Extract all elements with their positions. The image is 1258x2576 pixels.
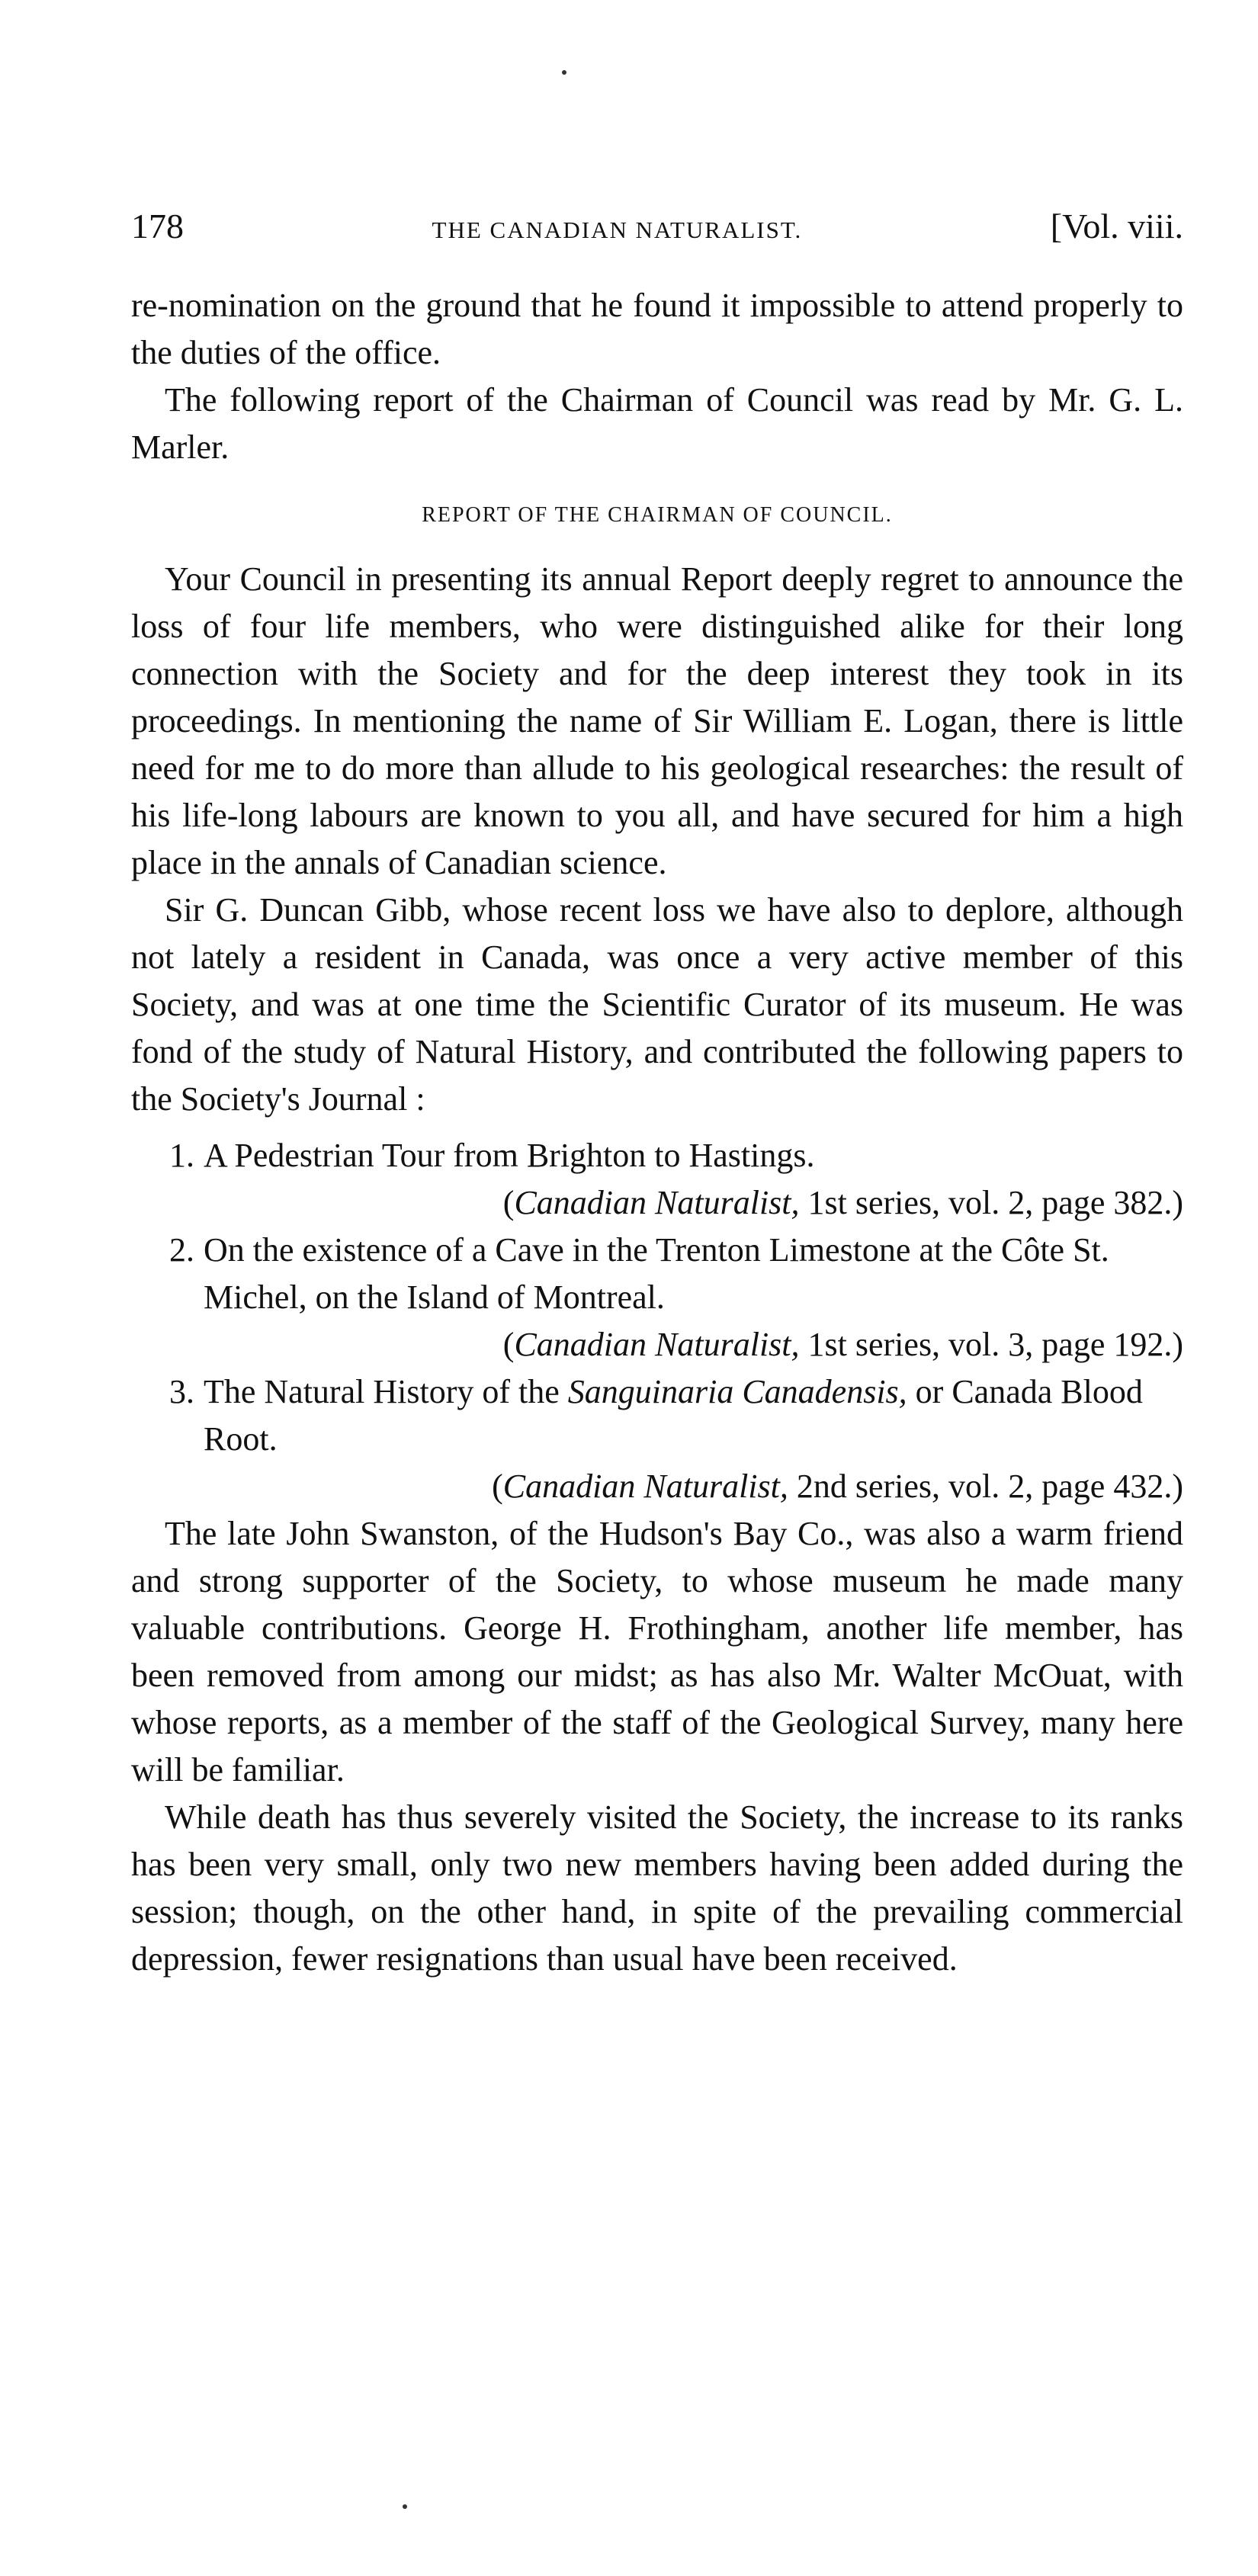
list-item-title: The Natural History of the Sanguinaria Canadensis, or Canada Blood Root. (204, 1373, 1143, 1458)
list-item (169, 1368, 1183, 1463)
list-item-title: A Pedestrian Tour from Brighton to Hastings. (204, 1137, 815, 1174)
paper-list (131, 1132, 1183, 1510)
list-item-citation: (Canadian Naturalist, 2nd series, vol. 2, page 432.) (492, 1468, 1183, 1505)
paragraph-swanston: The late John Swanston, of the Hudson's Bay Co., was also a warm friend and strong supporter of the Society, to whose museum he made many valuable contributions. George H. Frothingham, another life member, has been removed from among our midst; as has also Mr. Walter McOuat, with whose reports, as a member of the staff of the Geological Survey, many here will be familiar. (131, 1515, 1183, 1788)
book-page (131, 206, 1183, 1983)
paragraph-report-intro: The following report of the Chairman of Council was read by Mr. G. L. Marler. (131, 381, 1183, 466)
running-header (131, 206, 1183, 252)
citation-journal: Canadian Naturalist, (514, 1326, 800, 1363)
list-item-title: On the existence of a Cave in the Trenton Limestone at the Côte St. Michel, on the Island of Montreal. (204, 1231, 1109, 1316)
running-title: THE CANADIAN NATURALIST. (432, 217, 803, 243)
citation-journal: Canadian Naturalist, (514, 1184, 800, 1221)
paragraph-continuation: re-nomination on the ground that he found it impossible to attend properly to the duties of the office. (131, 287, 1183, 371)
citation-journal: Canadian Naturalist, (502, 1468, 788, 1505)
paragraph-membership: While death has thus severely visited the Society, the increase to its ranks has been very small, only two new members having been added during the session; though, on the other hand, in spite of the prevailing commercial depression, fewer resignations than usual have been received. (131, 1798, 1183, 1978)
list-item (169, 1132, 1183, 1179)
volume-label: [Vol. viii. (1050, 207, 1183, 245)
list-item-species: Sanguinaria Canadensis, (567, 1373, 907, 1410)
list-item-number: 2. (169, 1231, 194, 1269)
print-speck-bottom (403, 2504, 407, 2509)
paragraph-life-members: Your Council in presenting its annual Report deeply regret to announce the loss of four life members, who were distinguished alike for their long connection with the Society and for the deep interest they took in its proceedings. In mentioning the name of Sir William E. Logan, there is little need for me to do more than allude to his geological researches: the result of his life-long labours are known to you all, and have secured for him a high place in the annals of Canadian science. (131, 560, 1183, 881)
list-item (169, 1227, 1183, 1321)
page-number: 178 (131, 207, 184, 245)
print-speck-top (562, 70, 566, 75)
paragraph-gibb: Sir G. Duncan Gibb, whose recent loss we have also to deplore, although not lately a resident in Canada, was once a very active member of this Society, and was at one time the Scientific Curator of its museum. He was fond of the study of Natural History, and contributed the following papers to the Society's Journal : (131, 891, 1183, 1118)
list-item-citation: (Canadian Naturalist, 1st series, vol. 2, page 382.) (502, 1184, 1183, 1221)
list-item-number: 1. (169, 1137, 194, 1174)
list-item-citation: (Canadian Naturalist, 1st series, vol. 3, page 192.) (502, 1326, 1183, 1363)
list-item-number: 3. (169, 1373, 194, 1410)
section-heading: REPORT OF THE CHAIRMAN OF COUNCIL. (422, 503, 893, 527)
